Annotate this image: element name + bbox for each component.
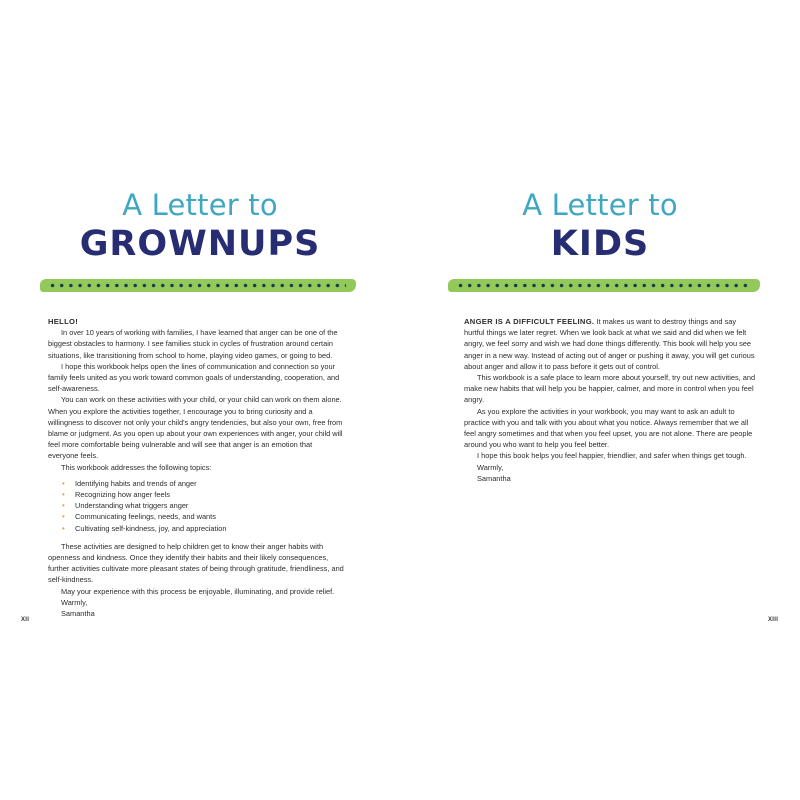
right-paragraph-1 — [464, 316, 758, 372]
left-closing: Warmly, — [61, 597, 88, 607]
left-page-number: XII — [21, 617, 30, 623]
right-closing: Warmly, — [477, 462, 504, 472]
list-item: • Communicating feelings, needs, and wants — [62, 511, 344, 522]
right-paragraph-3: As you explore the activities in your workbook, you may want to ask an adult to practice with you and talk with you about what you notice. Always remember that we all feel angry sometimes and that when you feel upset, you are not alone. There are people around you who want to help you feel better. — [464, 406, 753, 450]
left-greeting: HELLO! — [48, 317, 79, 326]
right-page-number: XIII — [768, 617, 779, 623]
left-paragraph-2: I hope this workbook helps open the lines of communication and connection so your family feels united as you work toward common goals of understanding, cooperation, and self-awareness. — [48, 361, 340, 394]
right-lead-in: ANGER IS A DIFFICULT FEELING. — [464, 317, 595, 326]
left-paragraph-6: May your experience with this process be enjoyable, illuminating, and provide relief. — [61, 586, 335, 596]
list-item: • Identifying habits and trends of anger — [62, 478, 344, 489]
left-title-big: GROWNUPS — [79, 224, 321, 264]
left-dotted-divider — [40, 279, 356, 292]
list-item: • Cultivating self-kindness, joy, and appreciation — [62, 523, 344, 534]
right-title-big: KIDS — [550, 224, 650, 264]
left-signature: Samantha — [61, 609, 95, 619]
left-letter-body — [48, 316, 344, 619]
left-paragraph-3: You can work on these activities with your child, or your child can work on them alone. When you explore the activities together, I encourage you to bring curiosity and a willingness to discover not only your child's angry tendencies, but also your own, free from blame or judgment. As you open up about your own experiences with anger, your child will feel more comfortable being vulnerable and will see that anger is an emotion that everyone feels. — [48, 395, 343, 461]
right-title-small: A Letter to — [522, 188, 678, 222]
list-item: • Recognizing how anger feels — [62, 489, 344, 500]
left-paragraph-5: These activities are designed to help children get to know their anger habits with openness and kindness. Once they identify their habits and their likely consequences, further activities cultivate more pleasant states of being through gratitude, friendliness, and self-kindness. — [48, 541, 344, 585]
right-page — [400, 0, 800, 800]
list-item: • Understanding what triggers anger — [62, 500, 344, 511]
right-dotted-divider — [448, 279, 760, 292]
left-paragraph-4: This workbook addresses the following topics: — [61, 462, 212, 472]
topics-list — [48, 478, 344, 534]
right-paragraph-2: This workbook is a safe place to learn more about yourself, try out new activities, and make new habits that will help you be happier, calmer, and more in control when you feel angry. — [464, 373, 756, 405]
right-letter-body — [464, 316, 758, 484]
left-title-small: A Letter to — [122, 188, 278, 222]
right-paragraph-4: I hope this book helps you feel happier, friendlier, and safer when things get tough. — [477, 451, 747, 461]
left-paragraph-1: In over 10 years of working with families, I have learned that anger can be one of the biggest obstacles to harmony. I see families stuck in cycles of frustration around certain situations, like transitioning from school to home, playing video games, or going to bed. — [48, 328, 338, 360]
right-paragraph-1-rest: It makes us want to destroy things and say hurtful things we later regret. When we look back at what we said and did when we felt angry, we feel sorry and wish we had done things differently. This book will help you see anger in a new way. Instead of acting out of anger or pushing it away, you will get curious about anger and allow it to pass before it gets out of control. — [464, 317, 755, 371]
right-signature: Samantha — [477, 473, 511, 483]
